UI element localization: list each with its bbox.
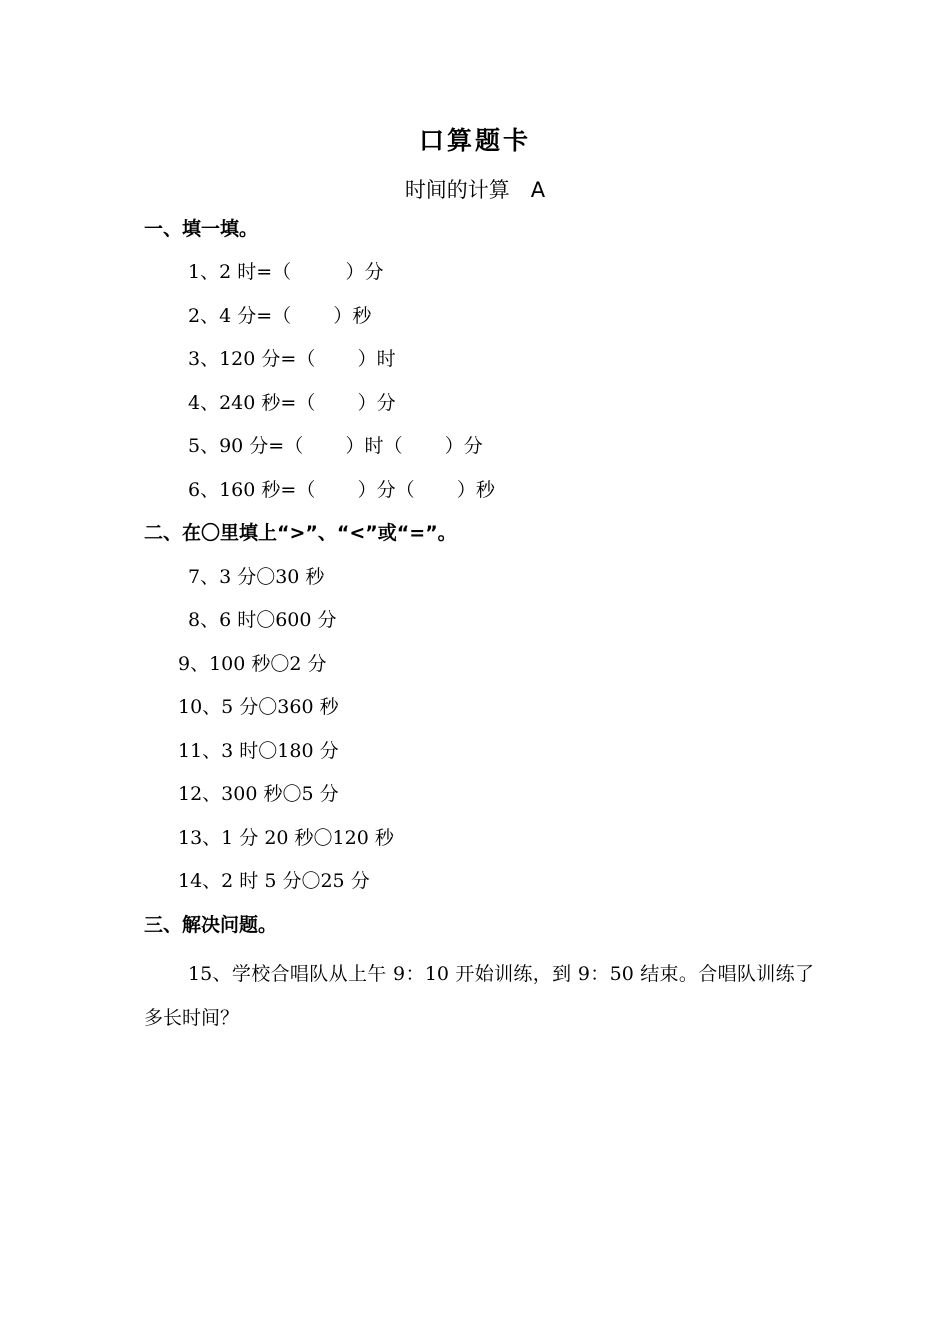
compare-item-9: 9、100 秒〇2 分 (178, 653, 327, 675)
compare-item-13: 13、1 分 20 秒〇120 秒 (178, 827, 394, 849)
section-heading-problem-solving: 三、解决问题。 (144, 914, 278, 936)
compare-item-11: 11、3 时〇180 分 (178, 740, 339, 762)
compare-item-14: 14、2 时 5 分〇25 分 (178, 870, 370, 892)
fill-in-item-3: 3、120 分=（ ）时 (188, 348, 396, 370)
fill-in-item-4: 4、240 秒=（ ）分 (188, 392, 396, 414)
page-subtitle: 时间的计算 A (404, 178, 546, 202)
fill-in-item-2: 2、4 分=（ ）秒 (188, 305, 372, 327)
fill-in-item-1: 1、2 时=（ ）分 (188, 261, 384, 283)
section-heading-compare: 二、在〇里填上“>”、“<”或“=”。 (144, 522, 457, 544)
compare-item-7: 7、3 分〇30 秒 (188, 566, 325, 588)
fill-in-item-5: 5、90 分=（ ）时（ ）分 (188, 435, 483, 457)
compare-item-12: 12、300 秒〇5 分 (178, 783, 339, 805)
page-title: 口算题卡 (418, 126, 531, 155)
compare-item-10: 10、5 分〇360 秒 (178, 696, 339, 718)
section-heading-fill-in: 一、填一填。 (144, 218, 259, 240)
fill-in-item-6: 6、160 秒=（ ）分（ ）秒 (188, 479, 495, 501)
compare-item-8: 8、6 时〇600 分 (188, 609, 337, 631)
word-problem-15: 15、学校合唱队从上午 9：10 开始训练，到 9：50 结束。合唱队训练了多长时间？ (144, 963, 814, 1029)
